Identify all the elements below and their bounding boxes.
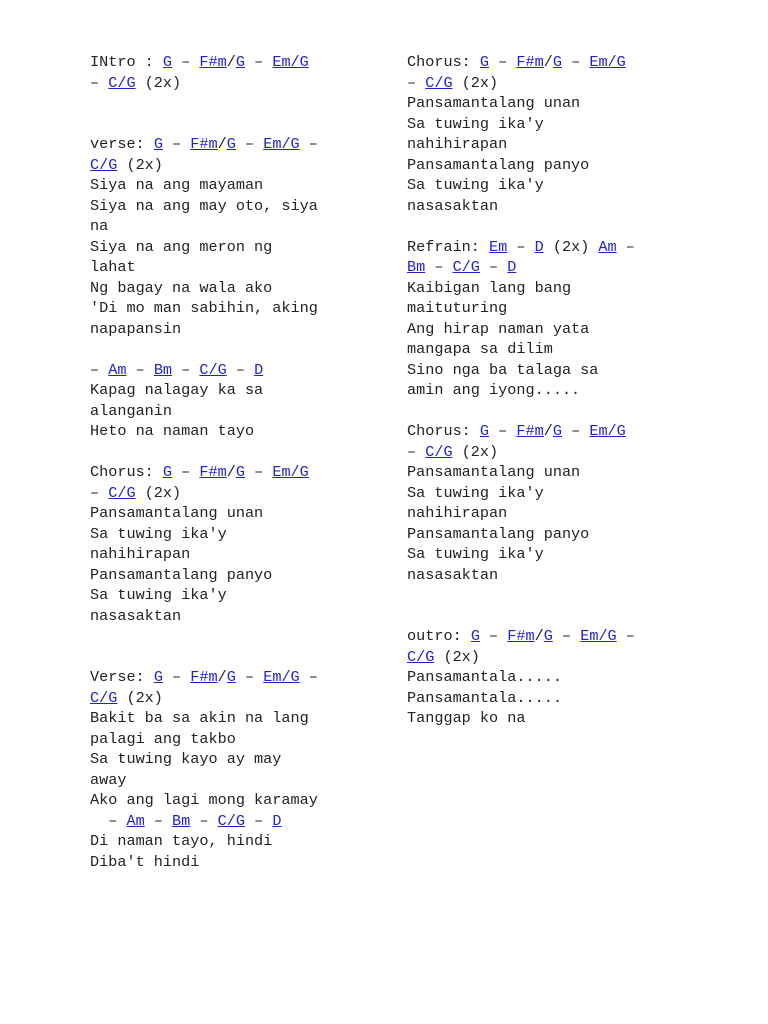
line-text: nahihirapan [407,135,508,153]
chord-link[interactable]: F#m [199,463,227,481]
line-text: Pansamantalang panyo [407,524,590,543]
lyric-line [90,729,318,750]
line-text: 'Di mo man sabihin, aking [90,299,318,317]
chord-link[interactable]: Em/G [589,422,626,440]
lyric-line [407,298,635,319]
line-text: – [244,53,273,71]
lyric-line [407,380,635,401]
line-text: / [217,668,227,686]
lyric-line [407,155,635,176]
chord-link[interactable]: Em/G [272,463,309,481]
lyric-line [90,852,318,873]
line-text: – [616,237,635,256]
line-text: Diba't hindi [90,852,200,871]
line-text: Verse: [90,668,154,686]
line-text: Bakit ba sa akin na lang [90,709,309,727]
line-text: away [90,770,127,789]
chord-link[interactable]: C/G [108,73,136,92]
lyric-line [90,380,318,401]
line-text: – [172,360,200,379]
blank-line [90,647,318,668]
chord-link[interactable]: Bm [172,811,191,830]
line-text: verse: [90,135,154,153]
chord-link[interactable]: D [534,237,544,256]
line-text: – [489,53,517,71]
lyric-line [407,647,635,668]
chord-link[interactable]: D [272,811,282,830]
line-text: Pansamantala..... [407,668,562,686]
chord-link[interactable]: Bm [153,360,173,379]
chord-link[interactable]: G [226,668,236,686]
line-text: (2x) [434,647,480,666]
lyric-line [407,565,635,586]
line-text: (2x) [452,73,499,92]
chord-link[interactable]: G [226,135,236,153]
chord-link[interactable]: Am [108,360,127,379]
line-text: – [190,811,218,830]
line-text: Pansamantalang unan [90,504,264,522]
line-text: – [244,811,273,830]
chord-link[interactable]: Am [598,237,617,256]
blank-line [407,606,635,627]
chord-link[interactable]: Am [126,811,145,830]
chord-link[interactable]: F#m [199,53,227,71]
line-text: Chorus: [407,53,480,71]
line-text: – [235,135,264,153]
line-text: Siya na ang meron ng [90,237,273,256]
chord-link[interactable]: Em/G [580,627,617,645]
lyric-line [90,155,318,176]
line-text: Sa tuwing ika'y [90,524,227,543]
lyric-line [90,565,318,586]
lyric-line [90,134,318,155]
lyric-line [90,688,318,709]
line-text: Kaibigan lang bang [407,278,572,297]
line-text: Di naman tayo, hindi [90,832,273,850]
lyric-line [90,175,318,196]
lyric-line [90,483,318,504]
line-text: (2x) [117,155,163,174]
line-text: nasasaktan [90,606,182,625]
lyric-line [407,688,635,709]
lyric-line [90,749,318,770]
chord-link[interactable]: G [479,422,490,440]
chord-link[interactable]: G [153,135,163,153]
left-column [90,52,318,872]
chord-link[interactable]: C/G [407,647,435,666]
blank-line [90,114,318,135]
chord-link[interactable]: G [543,627,553,645]
chord-link[interactable]: C/G [108,483,136,502]
line-text: – [299,135,318,153]
line-text: na [90,217,109,235]
line-text: – [552,627,581,645]
line-text: nasasaktan [407,196,499,215]
lyric-line [407,93,635,114]
lyric-line [90,360,318,381]
lyric-line [407,339,635,360]
line-text: nasasaktan [407,565,499,584]
line-text: / [543,53,553,71]
lyric-line [407,175,635,196]
line-text: – [425,258,453,276]
line-text: alanganin [90,401,173,420]
line-text: outro: [407,627,471,645]
line-text: – [507,237,535,256]
line-text: Pansamantalang panyo [407,155,590,174]
line-text: nahihirapan [407,504,508,522]
lyric-line [407,524,635,545]
chord-link[interactable]: Em/G [589,53,626,71]
lyric-line [90,52,318,73]
blank-line [90,626,318,647]
line-text: (2x) [135,483,182,502]
chord-link[interactable]: G [162,463,173,481]
line-text: Siya na ang may oto, siya [90,196,318,215]
line-text: Tanggap ko na [407,709,526,727]
lyric-line [407,278,635,299]
chord-link[interactable]: G [235,53,245,71]
line-text: Kapag nalagay ka sa [90,381,264,399]
line-text: – [144,811,173,830]
line-text: Sa tuwing ika'y [90,586,227,604]
line-text: / [543,422,553,440]
line-text: – [172,463,200,481]
blank-line [407,585,635,606]
line-text: – [226,360,255,379]
blank-line [90,93,318,114]
line-text: Sa tuwing kayo ay may [90,750,282,768]
line-text: palagi ang takbo [90,729,236,748]
lyric-line [90,196,318,217]
lyric-line [407,360,635,381]
chord-link[interactable]: G [235,463,245,481]
lyric-line [90,811,318,832]
lyric-line [407,626,635,647]
line-text: / [217,135,227,153]
chord-link[interactable]: G [552,53,562,71]
lyric-line [407,134,635,155]
line-text: – [162,135,191,153]
line-text: – [90,360,109,379]
lyric-line [90,708,318,729]
line-text: Pansamantalang unan [407,94,581,112]
line-text: – [90,811,127,830]
lyric-line [90,237,318,258]
line-text: nahihirapan [90,545,191,563]
lyric-line [90,831,318,852]
line-text: (2x) [452,442,499,461]
line-text: INtro : [90,53,163,71]
chord-link[interactable]: G [552,422,562,440]
chord-link[interactable]: C/G [425,442,453,461]
line-text: – [90,73,109,92]
line-text: maituturing [407,299,508,317]
chord-link[interactable]: F#m [190,668,218,686]
line-text: – [90,483,109,502]
blank-line [407,401,635,422]
lyric-line [90,278,318,299]
lyric-line [90,503,318,524]
lyric-line [407,421,635,442]
chord-link[interactable]: G [162,53,173,71]
line-text: Sa tuwing ika'y [407,114,544,133]
line-text: Pansamantalang panyo [90,565,273,584]
line-text: Ang hirap naman yata [407,319,590,338]
line-text: Chorus: [407,422,480,440]
line-text: – [479,258,508,276]
line-text: Chorus: [90,463,163,481]
line-text: Pansamantala..... [407,688,562,707]
line-text: (2x) [117,688,163,707]
line-text: – [561,422,590,440]
line-text: – [162,668,191,686]
lyric-line [407,52,635,73]
line-text: Refrain: [407,237,490,256]
line-text: Sa tuwing ika'y [407,483,544,502]
lyric-line [407,73,635,94]
lyric-line [407,114,635,135]
chord-link[interactable]: C/G [90,688,118,707]
lyric-line [407,319,635,340]
lyric-line [407,503,635,524]
lyric-line [90,606,318,627]
chord-link[interactable]: Em/G [263,668,300,686]
line-text: (2x) [135,73,182,92]
line-text: Pansamantalang unan [407,463,581,481]
chord-link[interactable]: C/G [217,811,245,830]
lyric-line [407,483,635,504]
line-text: – [299,668,318,686]
chord-link[interactable]: D [254,360,264,379]
chord-link[interactable]: F#m [507,627,535,645]
chord-link[interactable]: C/G [425,73,453,92]
lyric-line [90,790,318,811]
line-text: / [226,463,236,481]
lyric-line [90,421,318,442]
lyric-line [90,544,318,565]
blank-line [407,216,635,237]
lyric-line [90,73,318,94]
line-text: Siya na ang mayaman [90,176,264,194]
line-text: – [479,627,508,645]
lyric-line [407,442,635,463]
line-text: (2x) [543,237,599,256]
right-column [407,52,635,729]
lyric-line [407,462,635,483]
chord-link[interactable]: Em/G [263,135,300,153]
line-text: / [534,627,544,645]
blank-line [90,442,318,463]
chord-link[interactable]: Em/G [272,53,309,71]
line-text: Sa tuwing ika'y [407,176,544,194]
line-text: – [235,668,264,686]
line-text: Sa tuwing ika'y [407,545,544,563]
lyric-line [90,524,318,545]
lyric-line [407,708,635,729]
lyric-line [90,401,318,422]
line-text: Heto na naman tayo [90,422,255,440]
line-text: – [561,53,590,71]
lyric-line [90,257,318,278]
lyric-line [407,196,635,217]
lyric-line [90,319,318,340]
chord-link[interactable]: G [153,668,163,686]
chord-link[interactable]: Em [489,237,508,256]
line-text: amin ang iyong..... [407,381,581,399]
chord-link[interactable]: C/G [90,155,118,174]
line-text: Ng bagay na wala ako [90,278,273,297]
line-text: – [172,53,200,71]
lyric-line [407,544,635,565]
chord-link[interactable]: Bm [407,258,426,276]
lyric-line [407,237,635,258]
chord-link[interactable]: F#m [190,135,218,153]
line-text: – [126,360,154,379]
line-text: mangapa sa dilim [407,340,553,358]
line-text: – [407,73,426,92]
line-text: / [226,53,236,71]
chord-link[interactable]: F#m [516,53,544,71]
chord-link[interactable]: G [479,53,490,71]
line-text: – [489,422,517,440]
chord-link[interactable]: C/G [452,258,480,276]
lyric-line [90,298,318,319]
chord-link[interactable]: F#m [516,422,544,440]
line-text: – [616,627,635,645]
line-text: Ako ang lagi mong karamay [90,791,318,809]
chord-link[interactable]: C/G [199,360,227,379]
line-text: lahat [90,258,136,276]
lyric-line [407,257,635,278]
lyric-line [90,667,318,688]
line-text: Sino nga ba talaga sa [407,360,599,379]
line-text: – [244,463,273,481]
lyric-line [90,770,318,791]
lyric-line [90,462,318,483]
chord-link[interactable]: G [470,627,480,645]
line-text: – [407,442,426,461]
lyric-line [407,667,635,688]
line-text: napapansin [90,319,182,338]
blank-line [90,339,318,360]
lyric-line [90,216,318,237]
lyric-line [90,585,318,606]
chord-link[interactable]: D [507,258,517,276]
